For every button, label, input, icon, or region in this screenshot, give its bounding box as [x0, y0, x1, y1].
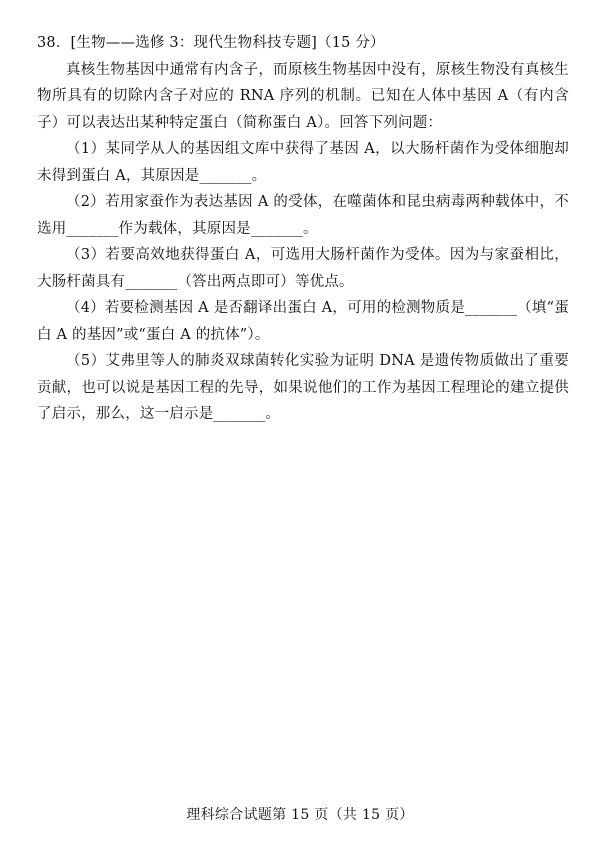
question-part-4: （4）若要检测基因 A 是否翻译出蛋白 A，可用的检测物质是_______（填“蛋白 A 的基因”或“蛋白 A 的抗体”）。 — [37, 300, 569, 343]
question-title: 38．[生物——选修 3：现代生物科技专题]（15 分） — [37, 35, 385, 51]
question-part-1: （1）某同学从人的基因组文库中获得了基因 A，以大肠杆菌作为受体细胞却未得到蛋白 A，其原因是_______。 — [37, 141, 569, 184]
question-part-2: （2）若用家蚕作为表达基因 A 的受体，在噬菌体和昆虫病毒两种载体中，不选用_______作为载体，其原因是_______。 — [37, 194, 569, 237]
page-footer: 理科综合试题第 15 页（共 15 页） — [186, 807, 414, 823]
question-38 — [37, 30, 569, 428]
question-part-5: （5）艾弗里等人的肺炎双球菌转化实验为证明 DNA 是遗传物质做出了重要贡献，也可以说是基因工程的先导，如果说他们的工作为基因工程理论的建立提供了启示，那么，这一启示是_______。 — [37, 353, 569, 422]
question-part-3: （3）若要高效地获得蛋白 A，可选用大肠杆菌作为受体。因为与家蚕相比，大肠杆菌具有_______（答出两点即可）等优点。 — [37, 247, 569, 290]
question-intro: 真核生物基因中通常有内含子，而原核生物基因中没有，原核生物没有真核生物所具有的切除内含子对应的 RNA 序列的机制。已知在人体中基因 A（有内含子）可以表达出某种特定蛋白（简称蛋白 A）。回答下列问题： — [37, 61, 569, 131]
